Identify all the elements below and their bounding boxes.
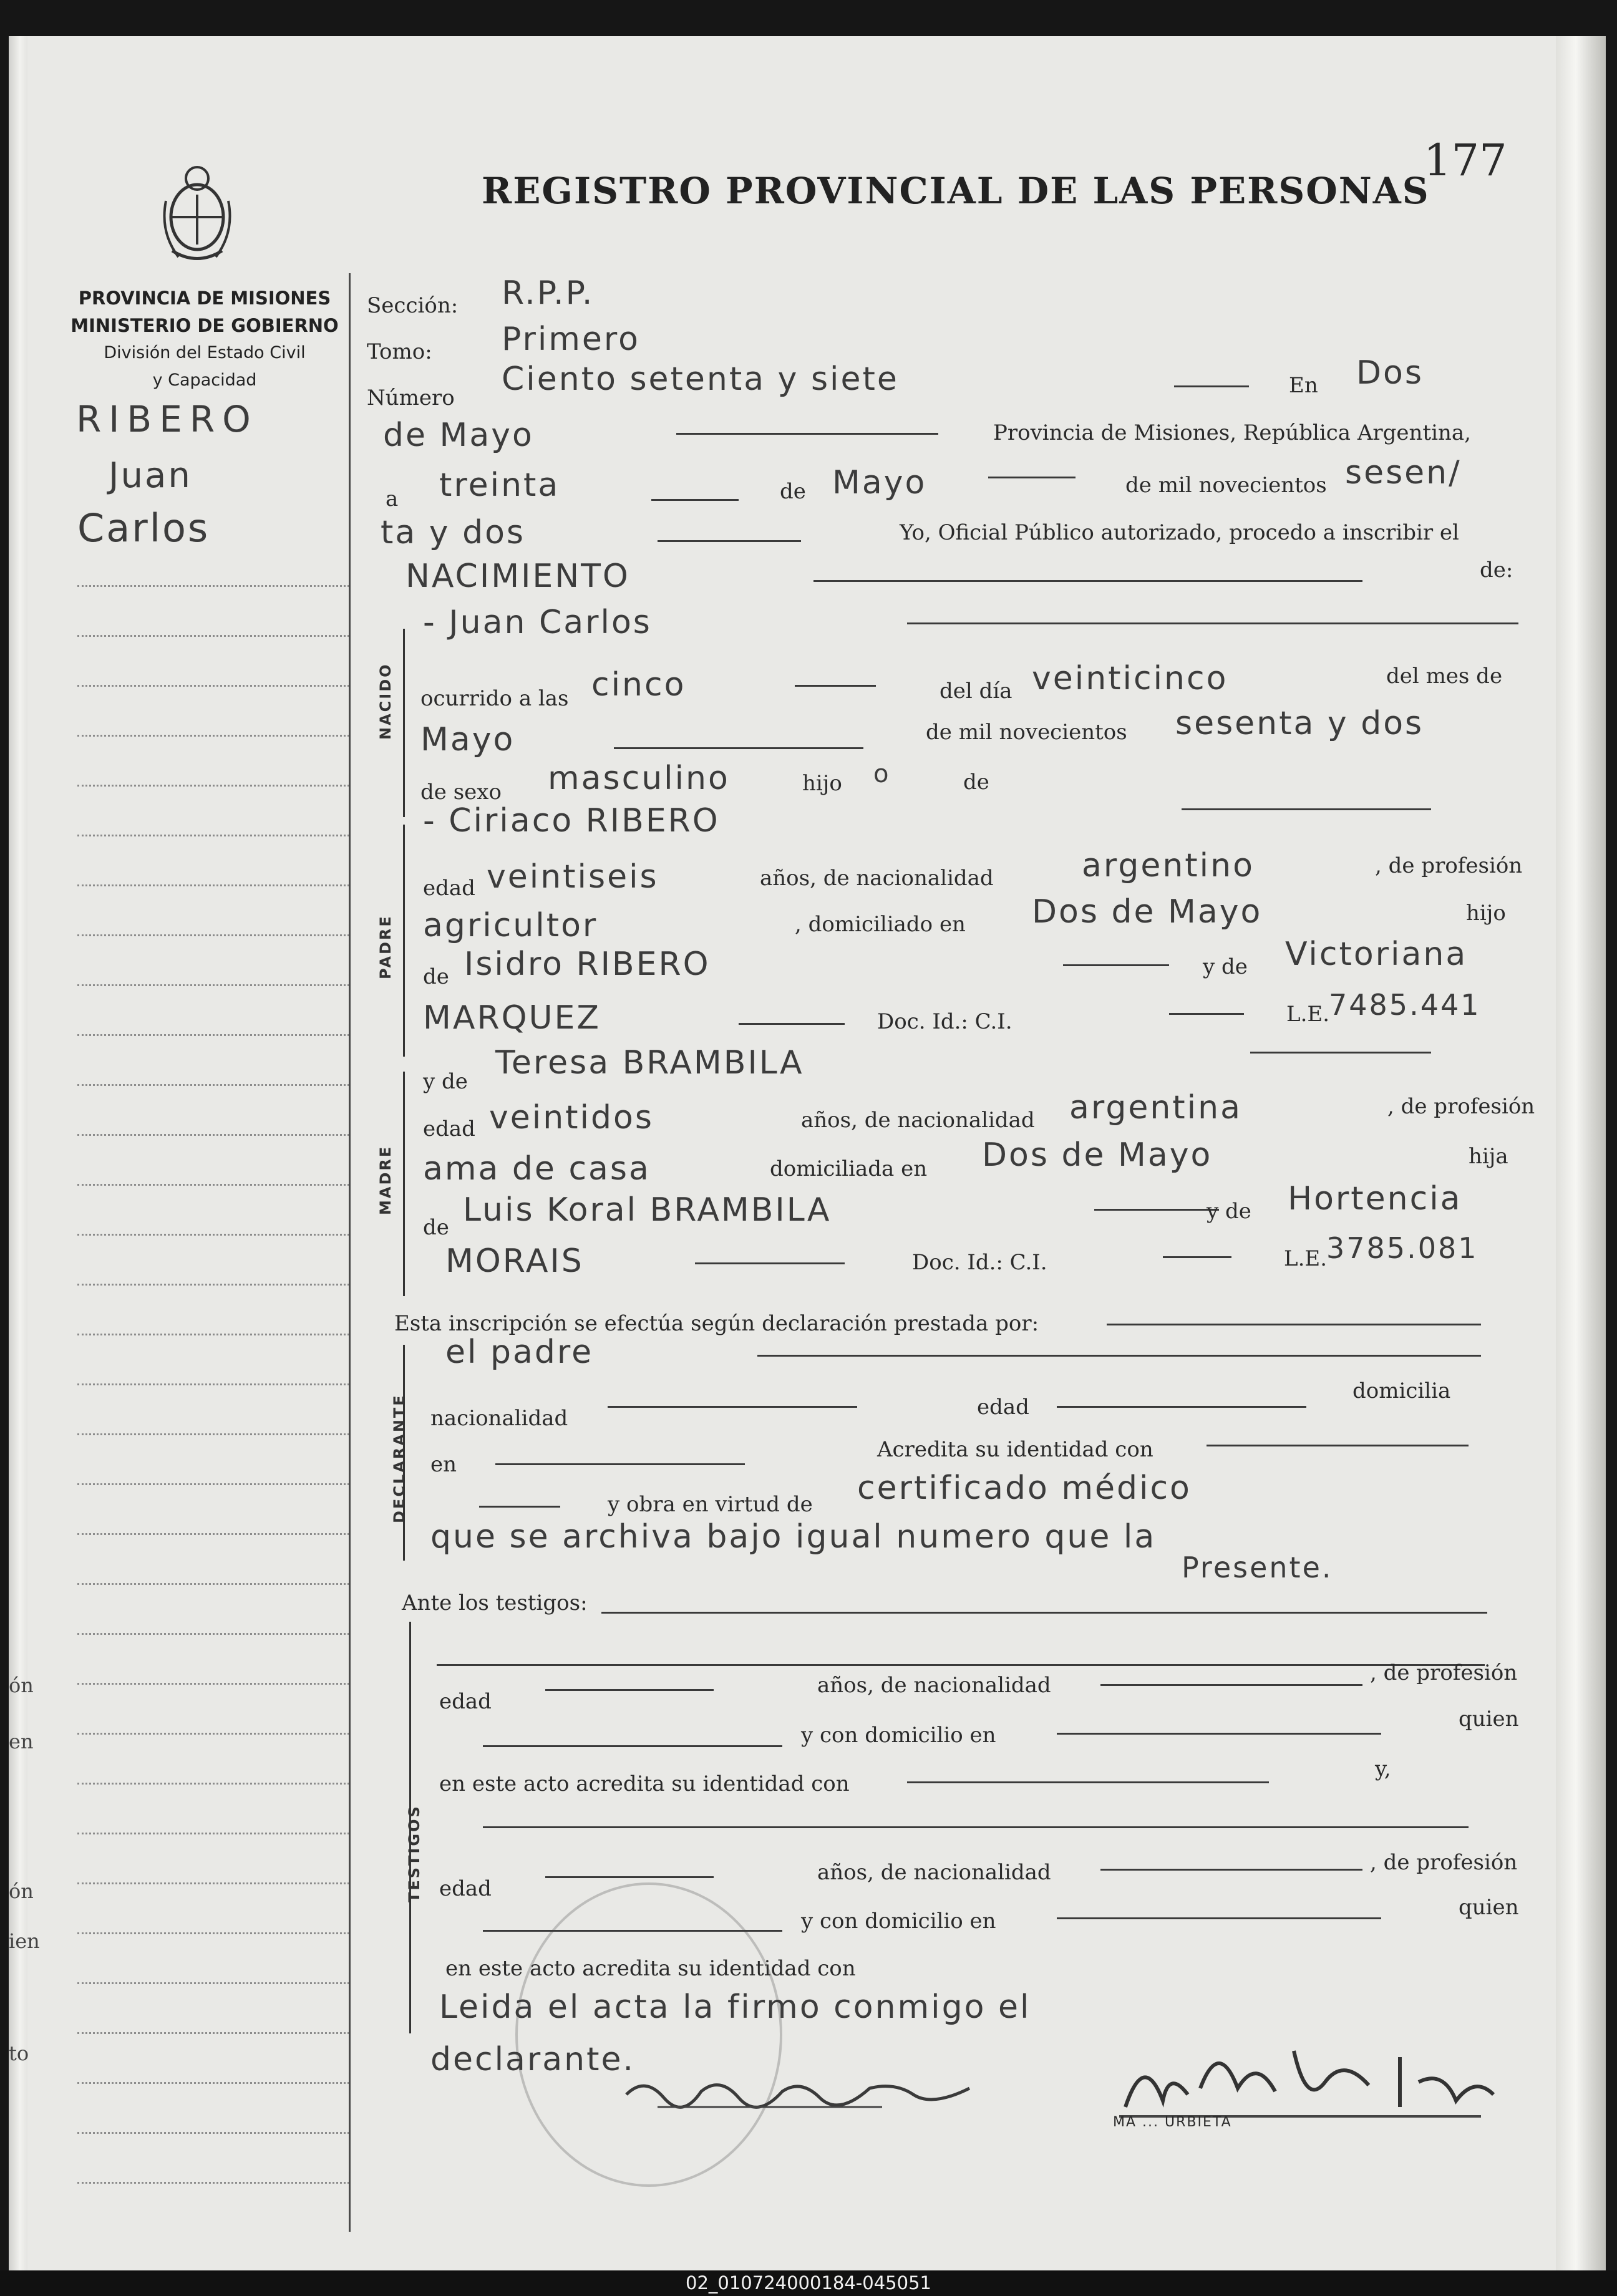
section-declarante: DECLARANTE [391, 1393, 408, 1523]
value-anio-2: ta y dos [381, 514, 525, 551]
stub-ruled-line [77, 1583, 349, 1585]
label-ante: Ante los testigos: [402, 1591, 588, 1615]
stub-ruled-line [77, 934, 349, 936]
stub-ruled-line [77, 1034, 349, 1036]
label-de-colon: de: [1480, 558, 1513, 583]
fill-rule [813, 580, 1362, 582]
label-doc-id-madre: Doc. Id.: C.I. [912, 1250, 1047, 1275]
fill-rule [757, 1355, 1481, 1357]
register-page [9, 36, 1606, 2270]
label-t-anos-1: años, de nacionalidad [817, 1673, 1051, 1698]
label-edad-padre: edad [423, 876, 475, 901]
label-le-padre: L.E. [1286, 1002, 1330, 1027]
stub-ruled-line [77, 1982, 349, 1984]
office-capacity: y Capacidad [152, 371, 257, 390]
stub-given-2: Carlos [77, 505, 210, 551]
label-edad-decl: edad [977, 1395, 1029, 1420]
value-abuelo: Isidro RIBERO [464, 946, 711, 983]
section-bracket-madre [403, 1072, 405, 1296]
prev-fragment: ón [9, 1674, 34, 1697]
label-de-abuelo-m: de [423, 1215, 449, 1240]
value-abuela-2: MARQUEZ [423, 999, 601, 1037]
value-sexo: masculino [548, 760, 730, 797]
section-testigos: TESTIGOS [405, 1804, 423, 1902]
stub-ruled-line [77, 1633, 349, 1635]
fill-rule [795, 685, 876, 687]
fill-rule [545, 1876, 714, 1878]
label-acredita: Acredita su identidad con [877, 1437, 1153, 1462]
value-hora: cinco [591, 666, 686, 704]
fill-rule [608, 1406, 857, 1408]
label-obra: y obra en virtud de [608, 1492, 813, 1517]
label-seccion: Sección: [367, 293, 459, 318]
label-del-mes: del mes de [1386, 664, 1503, 689]
prev-fragment: to [9, 2042, 29, 2065]
stub-surname: RIBERO [76, 398, 258, 440]
value-declarante: el padre [445, 1334, 594, 1371]
stub-ruled-line [77, 1184, 349, 1186]
fill-rule [658, 540, 801, 542]
fill-rule [739, 1023, 845, 1025]
fill-rule [1169, 1013, 1244, 1015]
label-t-acto-1: en este acto acredita su identidad con [439, 1771, 850, 1796]
value-cierre-1: Leida el acta la firmo conmigo el [439, 1988, 1031, 2026]
fill-rule [479, 1506, 560, 1508]
issuing-office [61, 284, 348, 394]
section-nacido: NACIDO [377, 662, 394, 740]
value-nac-padre: argentino [1082, 847, 1255, 884]
fill-rule [483, 1745, 782, 1747]
stub-ruled-line [77, 1833, 349, 1834]
stub-ruled-line [77, 1284, 349, 1286]
label-t-prof-1: , de profesión [1370, 1660, 1518, 1685]
signature-declarante [620, 2063, 982, 2119]
fill-rule [1100, 1869, 1362, 1871]
label-t-edad-1: edad [439, 1689, 492, 1714]
value-abuela-1: Victoriana [1285, 936, 1468, 973]
value-mes-nac: Mayo [420, 721, 515, 758]
stub-ruled-line [77, 1234, 349, 1236]
section-bracket-padre [403, 825, 405, 1057]
section-madre: MADRE [377, 1145, 394, 1215]
fill-rule [495, 1463, 745, 1465]
stub-ruled-line [77, 685, 349, 687]
label-hijo-padre: hijo [1466, 901, 1506, 926]
stub-ruled-line [77, 2082, 349, 2084]
value-padre: - Ciriaco RIBERO [423, 802, 720, 840]
fill-rule [907, 622, 1518, 624]
fill-rule [1057, 1733, 1381, 1735]
label-del-dia: del día [940, 679, 1012, 704]
label-t-quien-1: quien [1459, 1707, 1519, 1732]
value-en: Dos [1356, 354, 1424, 392]
label-domiciliada: domiciliada en [770, 1156, 928, 1181]
section-bracket-nacido [403, 629, 405, 817]
label-nacionalidad: nacionalidad [430, 1406, 568, 1431]
value-anio-nac: sesenta y dos [1175, 705, 1424, 742]
label-t-dom-2: y con domicilio en [801, 1909, 996, 1934]
fill-rule [1063, 964, 1169, 966]
label-yo: Yo, Oficial Público autorizado, procedo a inscribir el [900, 520, 1459, 545]
label-y-de-abuela: y de [1203, 954, 1248, 979]
stub-ruled-line [77, 1533, 349, 1535]
value-seccion: R.P.P. [502, 274, 595, 312]
value-obra-1: certificado médico [857, 1470, 1192, 1507]
stub-ruled-line [77, 635, 349, 637]
value-edad-padre: veintiseis [487, 858, 659, 896]
stub-ruled-line [77, 1882, 349, 1884]
label-de-sexo: de sexo [420, 780, 502, 805]
label-en: En [1289, 373, 1318, 398]
label-prof-madre: , de profesión [1387, 1094, 1535, 1119]
stub-ruled-line [77, 2182, 349, 2184]
stub-ruled-line [77, 2132, 349, 2134]
image-footer-code: 02_010724000184-045051 [0, 2270, 1617, 2296]
stub-ruled-line [77, 785, 349, 787]
value-nac-madre: argentina [1069, 1089, 1242, 1126]
coat-of-arms-icon [153, 157, 241, 269]
label-domiciliado: , domiciliado en [795, 912, 966, 937]
stub-ruled-line [77, 1733, 349, 1735]
label-t-prof-2: , de profesión [1370, 1850, 1518, 1875]
value-prof-madre: ama de casa [423, 1150, 651, 1188]
value-edad-madre: veintidos [489, 1099, 654, 1136]
value-hijo-o: o [873, 760, 891, 788]
label-t-y: y, [1375, 1756, 1391, 1781]
label-domicilia: domicilia [1352, 1378, 1451, 1403]
value-prof-padre: agricultor [423, 907, 598, 944]
office-ministry: MINISTERIO DE GOBIERNO [70, 315, 339, 336]
fill-rule [1207, 1445, 1469, 1446]
label-t-acto-2: en este acto acredita su identidad con [445, 1956, 856, 1981]
value-nombre: - Juan Carlos [423, 604, 652, 641]
label-t-dom-1: y con domicilio en [801, 1723, 996, 1748]
label-t-edad-2: edad [439, 1876, 492, 1901]
label-ocurrido: ocurrido a las [420, 686, 569, 711]
fill-rule [483, 1826, 1469, 1828]
value-dia-nac: veinticinco [1032, 660, 1228, 697]
label-prof-padre: , de profesión [1375, 853, 1523, 878]
value-tomo: Primero [502, 321, 640, 358]
fill-rule [1174, 385, 1249, 387]
label-edad-madre: edad [423, 1117, 475, 1141]
value-numero: Ciento setenta y siete [502, 361, 899, 398]
value-acto: NACIMIENTO [405, 558, 630, 595]
value-abuelo-m: Luis Koral BRAMBILA [463, 1191, 832, 1229]
value-le-madre: 3785.081 [1326, 1231, 1479, 1265]
fill-rule [1057, 1917, 1381, 1919]
prev-fragment: ien [9, 1929, 40, 1953]
stub-ruled-line [77, 1383, 349, 1385]
stub-ruled-line [77, 1783, 349, 1785]
label-t-anos-2: años, de nacionalidad [817, 1860, 1051, 1885]
value-place: de Mayo [383, 417, 534, 454]
page-number: 177 [1424, 135, 1507, 186]
stub-ruled-line [77, 585, 349, 587]
label-numero: Número [367, 385, 455, 410]
stub-ruled-line [77, 735, 349, 737]
label-hijo: hijo [802, 771, 842, 796]
stub-ruled-line [77, 2032, 349, 2034]
value-abuela-m2: MORAIS [445, 1242, 584, 1280]
value-anio-1: sesen/ [1345, 454, 1462, 492]
label-hija: hija [1469, 1144, 1508, 1169]
column-divider [349, 273, 351, 2232]
label-a: a [386, 487, 399, 511]
value-dom-madre: Dos de Mayo [982, 1136, 1213, 1174]
label-t-quien-2: quien [1459, 1895, 1519, 1920]
label-de-abuelo: de [423, 964, 449, 989]
label-de: de [780, 479, 806, 504]
stub-ruled-line [77, 984, 349, 986]
value-obra-3: Presente. [1182, 1551, 1333, 1584]
value-madre: Teresa BRAMBILA [495, 1044, 804, 1082]
label-declaracion: Esta inscripción se efectúa según declaración prestada por: [394, 1311, 1039, 1336]
office-division: División del Estado Civil [104, 343, 306, 362]
label-mil-novecientos: de mil novecientos [1125, 473, 1327, 498]
prev-fragment: en [9, 1730, 34, 1753]
fill-rule [1107, 1324, 1481, 1325]
office-province: PROVINCIA DE MISIONES [78, 288, 331, 309]
label-anos-nac-madre: años, de nacionalidad [801, 1108, 1035, 1133]
label-anos-nac-padre: años, de nacionalidad [760, 866, 994, 891]
fill-rule [1057, 1406, 1306, 1408]
fill-rule [651, 499, 739, 501]
fill-rule [695, 1262, 845, 1264]
page-stack-edge [1556, 36, 1606, 2270]
value-dia: treinta [439, 467, 560, 504]
prev-fragment: ón [9, 1879, 34, 1903]
fill-rule [1094, 1209, 1219, 1211]
stub-given-1: Juan [109, 455, 192, 496]
stub-ruled-line [77, 1483, 349, 1485]
label-provincia: Provincia de Misiones, República Argentina, [993, 420, 1471, 445]
section-padre: PADRE [377, 914, 394, 979]
label-y-de-abuela-m: y de [1207, 1199, 1251, 1224]
fill-rule [614, 747, 863, 749]
stub-ruled-line [77, 1134, 349, 1136]
fill-rule [907, 1781, 1269, 1783]
label-en-decl: en [430, 1452, 457, 1477]
stub-ruled-line [77, 1433, 349, 1435]
label-y-de-madre: y de [423, 1069, 468, 1094]
value-cierre-2: declarante. [430, 2041, 636, 2078]
fill-rule [1250, 1052, 1431, 1054]
stub-ruled-line [77, 884, 349, 886]
label-doc-id-padre: Doc. Id.: C.I. [877, 1009, 1012, 1034]
value-le-padre: 7485.441 [1329, 988, 1481, 1022]
page-title: REGISTRO PROVINCIAL DE LAS PERSONAS [482, 170, 1430, 212]
label-tomo: Tomo: [367, 339, 432, 364]
label-le-madre: L.E. [1284, 1246, 1328, 1271]
value-mes: Mayo [832, 464, 927, 501]
label-de-mil-novecientos: de mil novecientos [926, 720, 1127, 745]
fill-rule [1100, 1684, 1362, 1686]
value-obra-2: que se archiva bajo igual numero que la [430, 1518, 1157, 1556]
label-de-hijo: de [963, 770, 989, 795]
fill-rule [545, 1689, 714, 1691]
fill-rule [1163, 1256, 1231, 1258]
official-seal-icon [515, 1882, 782, 2187]
value-dom-padre: Dos de Mayo [1032, 893, 1263, 931]
fill-rule [1182, 808, 1431, 810]
fill-rule [601, 1612, 1487, 1614]
stub-ruled-line [77, 1932, 349, 1934]
value-abuela-m1: Hortencia [1288, 1180, 1462, 1218]
fill-rule [676, 433, 938, 435]
fill-rule [988, 477, 1076, 478]
stub-ruled-line [77, 835, 349, 836]
stub-ruled-line [77, 1084, 349, 1086]
stub-ruled-line [77, 1683, 349, 1685]
signature-stamp-text: MA ... URBIETA [1113, 2114, 1232, 2130]
stub-ruled-line [77, 1334, 349, 1335]
fill-rule [437, 1664, 1485, 1666]
